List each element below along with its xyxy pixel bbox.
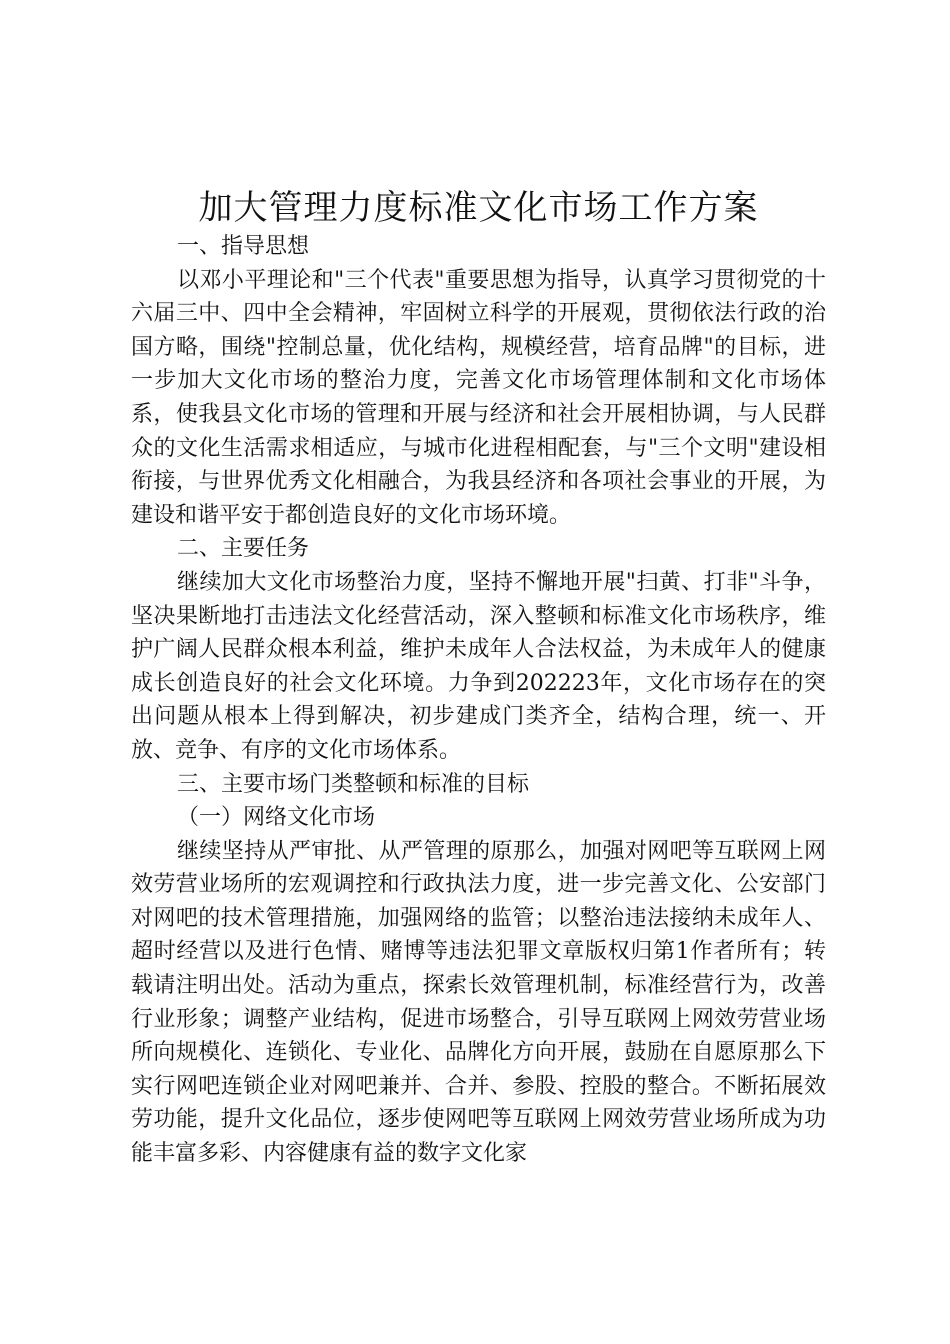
- paragraph-1: 以邓小平理论和"三个代表"重要思想为指导，认真学习贯彻党的十六届三中、四中全会精神，牢固树立科学的开展观，贯彻依法行政的治国方略，围绕"控制总量，优化结构，规模经营，培育品牌"的目标，进一步加大文化市场的整治力度，完善文化市场管理体制和文化市场体系，使我县文化市场的管理和开展与经济和社会开展相协调，与人民群众的文化生活需求相适应，与城市化进程相配套，与"三个文明"建设相衔接，与世界优秀文化相融合，为我县经济和各项社会事业的开展，为建设和谐平安于都创造良好的文化市场环境。: [131, 267, 826, 528]
- section-heading-3: 三、主要市场门类整顿和标准的目标: [177, 771, 530, 797]
- document-title: 加大管理力度标准文化市场工作方案: [198, 188, 759, 228]
- subsection-heading-1: （一）网络文化市场: [177, 805, 376, 831]
- paragraph-2: 继续加大文化市场整治力度，坚持不懈地开展"扫黄、打非"斗争，坚决果断地打击违法文化经营活动，深入整顿和标准文化市场秩序，维护广阔人民群众根本利益，维护未成年人合法权益，为未成年人的健康成长创造良好的社会文化环境。力争到202223年，文化市场存在的突出问题从根本上得到解决，初步建成门类齐全，结构合理，统一、开放、竞争、有序的文化市场体系。: [131, 569, 826, 763]
- paragraph-3: 继续坚持从严审批、从严管理的原那么，加强对网吧等互联网上网效劳营业场所的宏观调控和行政执法力度，进一步完善文化、公安部门对网吧的技术管理措施，加强网络的监管；以整治违法接纳未成年人、超时经营以及进行色情、赌博等违法犯罪文章版权归第1作者所有；转载请注明出处。活动为重点，探索长效管理机制，标准经营行为，改善行业形象；调整产业结构，促进市场整合，引导互联网上网效劳营业场所向规模化、连锁化、专业化、品牌化方向开展，鼓励在自愿原那么下实行网吧连锁企业对网吧兼并、合并、参股、控股的整合。不断拓展效劳功能，提升文化品位，逐步使网吧等互联网上网效劳营业场所成为功能丰富多彩、内容健康有益的数字文化家: [131, 838, 826, 1167]
- section-heading-2: 二、主要任务: [177, 536, 310, 562]
- section-heading-1: 一、指导思想: [177, 234, 310, 259]
- document-page: [131, 186, 826, 1171]
